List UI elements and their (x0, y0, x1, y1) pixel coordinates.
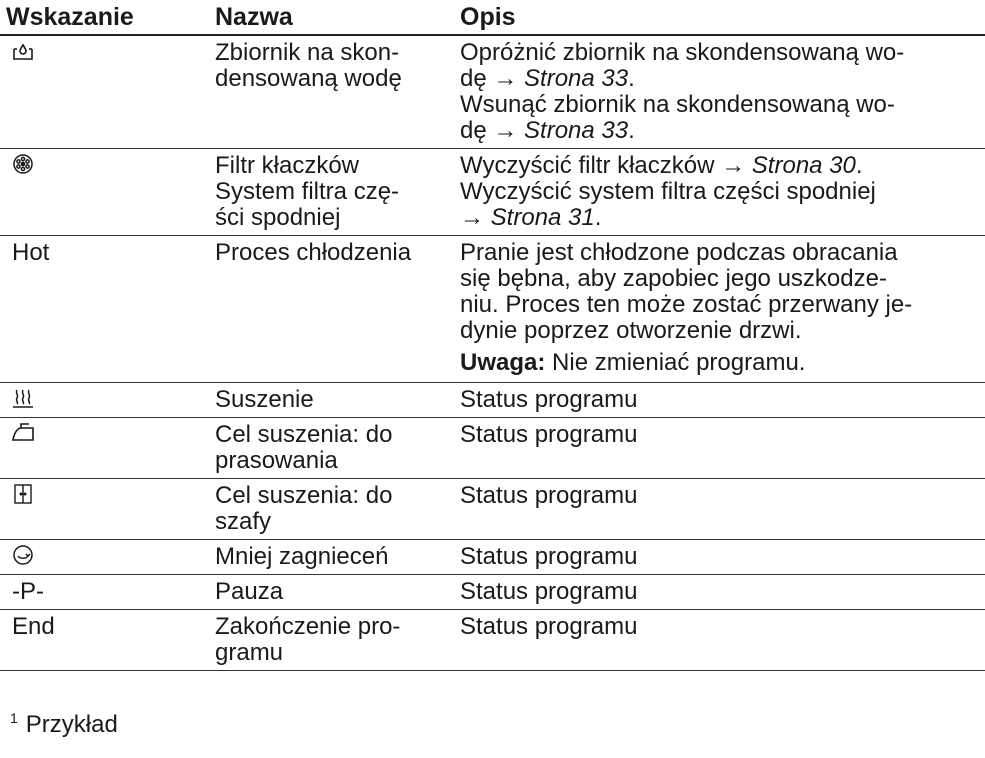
table-row (0, 610, 985, 671)
page-reference-link[interactable]: Strona 33 (524, 117, 629, 144)
table-row (0, 479, 985, 540)
table-header-row (0, 0, 985, 35)
table-row (0, 236, 985, 383)
description-paragraph: Wsunąć zbiornik na skondensowaną wo- dę → Strona 33. (460, 91, 895, 144)
table-row (0, 418, 985, 479)
description-cell (450, 149, 985, 236)
table-row (0, 540, 985, 575)
indicator-cell: -P- (0, 575, 205, 610)
lint-filter-icon (12, 153, 34, 175)
indicator-cell (0, 383, 205, 418)
condensed-water-tank-icon (12, 40, 34, 62)
iron-dry-icon (12, 422, 34, 444)
page-reference-link[interactable]: Strona 33 (524, 65, 629, 92)
description-paragraph: Pranie jest chłodzone podczas obracania się bębna, aby zapobiec jego uszkodze- niu. Proces ten może zostać przerwany je- dynie poprzez otworzenie drzwi. (460, 239, 913, 344)
table-row (0, 35, 985, 149)
drying-icon (12, 387, 34, 409)
table-row (0, 149, 985, 236)
description-paragraph: Wyczyścić system filtra części spodniej → Strona 31. (460, 178, 876, 231)
name-cell: Filtr kłaczków System filtra czę- ści spodniej (205, 149, 450, 236)
description-paragraph: Wyczyścić filtr kłaczków → Strona 30. (460, 152, 863, 179)
footnote (10, 704, 118, 739)
name-cell: Zakończenie pro- gramu (205, 610, 450, 671)
note-paragraph (460, 350, 979, 376)
description-cell (450, 236, 985, 383)
name-cell: Suszenie (205, 383, 450, 418)
page-reference-link[interactable]: Strona 31 (490, 204, 595, 231)
name-cell: Pauza (205, 575, 450, 610)
footnote-marker: 1 (10, 710, 18, 726)
name-cell: Proces chłodzenia (205, 236, 450, 383)
name-cell: Zbiornik na skon- densowaną wodę (205, 35, 450, 149)
description-cell: Status programu (450, 610, 985, 671)
indicator-cell: End (0, 610, 205, 671)
note-text: Nie zmieniać programu. (545, 349, 806, 376)
description-cell: Status programu (450, 575, 985, 610)
indicator-cell (0, 540, 205, 575)
name-cell: Mniej zagnieceń (205, 540, 450, 575)
table-row (0, 383, 985, 418)
indicator-cell: Hot (0, 236, 205, 383)
table-row (0, 575, 985, 610)
note-label: Uwaga: (460, 349, 546, 376)
header-description: Opis (450, 0, 985, 35)
description-paragraph: Opróżnić zbiornik na skondensowaną wo- dę → Strona 33. (460, 39, 905, 92)
indicator-cell (0, 418, 205, 479)
indicator-cell (0, 479, 205, 540)
indicator-cell (0, 149, 205, 236)
less-wrinkles-icon (12, 544, 34, 566)
description-cell: Status programu (450, 479, 985, 540)
footnote-text: Przykład (25, 711, 118, 738)
description-cell: Status programu (450, 383, 985, 418)
page-reference-link[interactable]: Strona 30 (751, 152, 856, 179)
name-cell: Cel suszenia: do prasowania (205, 418, 450, 479)
description-cell: Status programu (450, 540, 985, 575)
indicator-cell (0, 35, 205, 149)
header-indicator: Wskazanie (0, 0, 205, 35)
name-cell: Cel suszenia: do szafy (205, 479, 450, 540)
header-name: Nazwa (205, 0, 450, 35)
description-cell: Status programu (450, 418, 985, 479)
cupboard-dry-icon (12, 483, 34, 505)
description-cell (450, 35, 985, 149)
